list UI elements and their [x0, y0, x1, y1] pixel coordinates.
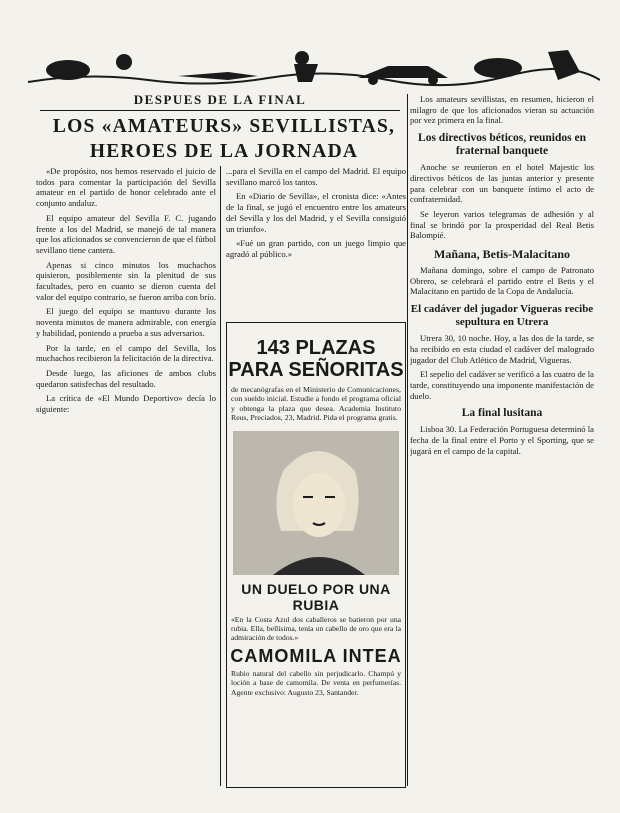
- ad-title-line-2: PARA SEÑORITAS: [228, 359, 404, 381]
- article-paragraph: El juego del equipo se mantuvo durante los noventa minutos de manera admirable, con energía y habilidad, poniendo a prueba a sus adversarios.: [36, 306, 216, 338]
- ad-body: «En la Costa Azul dos caballeros se batieron por una rubia. Ella, bellísima, tenía un cabello de oro que era la admiración de todos.»: [231, 614, 401, 643]
- headline-line-2: HEROES DE LA JORNADA: [89, 141, 359, 162]
- banner-runner-figure: [46, 60, 90, 80]
- article-paragraph: «De propósito, nos hemos reservado el juicio de todos para comentar la participación del Sevilla amateur en el partido de honor celebrado ante el conjunto andaluz.: [36, 166, 216, 209]
- article-paragraph: Mañana domingo, sobre el campo de Patronato Obrero, se celebrará el partido entre el Betis y el Malacitano en partido de la Copa de Andalucía.: [410, 265, 594, 297]
- banner-boat-figure: [178, 72, 258, 80]
- ad-subtitle: UN DUELO POR UNA RUBIA: [241, 580, 391, 613]
- article-paragraph: «Fué un gran partido, con un juego limpio que agradó al público.»: [226, 238, 406, 259]
- banner-player-body: [294, 64, 318, 82]
- article-paragraph: Apenas si cinco minutos los muchachos quisieron, posiblemente sin la plenitud de sus facultades, pero en cuanto se dieron cuenta del valor del equipo contrario, se fueron arriba con brío.: [36, 259, 216, 302]
- article-column-3: [410, 94, 594, 784]
- ad-body: Rubio natural del cabello sin perjudicarlo. Champú y loción a base de camomila. De venta en perfumerías. Agente exclusivo: Augusto 23, Santander.: [231, 669, 401, 697]
- headline-line-1: LOS «AMATEURS» SEVILLISTAS,: [52, 116, 396, 137]
- woman-portrait-image: [233, 431, 399, 575]
- column-divider: [407, 94, 408, 786]
- article-paragraph: Utrera 30, 10 noche. Hoy, a las dos de la tarde, se ha recibido en esta ciudad el cadáver del malogrado jugador del Club Atlético de Madrid, Vigueras.: [410, 333, 594, 365]
- ad-product-name: CAMOMILA INTEA: [230, 646, 402, 667]
- article-paragraph: Lisboa 30. La Federación Portuguesa determinó la fecha de la final entre el Porto y el Sporting, que se jugará en el campo de la capital.: [410, 424, 594, 456]
- banner-rider-figure: [548, 50, 580, 80]
- article-paragraph: El sepelio del cadáver se verificó a las cuatro de la tarde, constituyendo una imponente manifestación de duelo.: [410, 369, 594, 401]
- section-subhead: La final lusitana: [461, 407, 543, 420]
- kicker: DESPUES DE LA FINAL: [40, 92, 400, 111]
- sports-illustration-banner: [28, 42, 600, 88]
- article-paragraph: En «Diario de Sevilla», el cronista dice: «Antes de la final, se jugó el encuentro entre los amateurs del Sevilla y los del Madrid, y el Sevilla consiguió un triunfo».: [226, 191, 406, 234]
- article-paragraph: El equipo amateur del Sevilla F. C. jugando frente a los del Madrid, se manejó de tal manera que los aficionados se convencieron de que el fútbol sevillano tiene cantera.: [36, 212, 216, 255]
- ad-body: de mecanógrafas en el Ministerio de Comunicaciones, con sueldo inicial. Estudie a fondo el programa oficial y obtenga la plaza que desea. Academia Instituto Reus, Preciados, 23, Madrid. Pida el programa gratis.: [231, 385, 401, 423]
- portrait-drawing: [233, 431, 399, 575]
- banner-wheel-left: [368, 75, 378, 85]
- banner-player-head: [295, 51, 309, 65]
- article-paragraph: Los amateurs sevillistas, en resumen, hicieron el milagro de que los aficionados vieran su actuación por vez primera en la final.: [410, 94, 594, 126]
- article-column-2: [226, 166, 406, 326]
- headline: [38, 114, 410, 164]
- portrait-face: [293, 473, 345, 537]
- ad-title: [227, 337, 405, 381]
- ad-title-line-1: 143 PLAZAS: [256, 337, 376, 359]
- article-paragraph: Desde luego, las aficiones de ambos clubs quedaron satisfechas del resultado.: [36, 367, 216, 389]
- section-subhead: El cadáver del jugador Vigueras recibe sepultura en Utrera: [410, 303, 594, 329]
- article-paragraph: La crítica de «El Mundo Deportivo» decía lo siguiente:: [36, 393, 216, 415]
- article-paragraph: Por la tarde, en el campo del Sevilla, los muchachos recibieron la felicitación de la directiva.: [36, 342, 216, 364]
- section-subhead: Los directivos béticos, reunidos en fraternal banquete: [418, 132, 586, 158]
- banner-ball: [116, 54, 132, 70]
- article-column-1: [36, 166, 216, 786]
- article-paragraph: Anoche se reunieron en el hotel Majestic los directivos béticos de las juntas anterior y presente para celebrar con un banquete íntimo el acto de confraternidad.: [410, 162, 594, 205]
- advertisement-box: [226, 322, 406, 788]
- article-paragraph: Se leyeron varios telegramas de adhesión y al final se brindó por la prosperidad del Real Betis Balompié.: [410, 208, 594, 241]
- section-subhead: Mañana, Betis-Malacitano: [434, 247, 570, 262]
- column-divider: [220, 166, 221, 786]
- article-paragraph: ...para el Sevilla en el campo del Madrid. El equipo sevillano marcó los tantos.: [226, 166, 406, 187]
- banner-wheel-right: [428, 75, 438, 85]
- banner-horse-figure: [474, 58, 522, 78]
